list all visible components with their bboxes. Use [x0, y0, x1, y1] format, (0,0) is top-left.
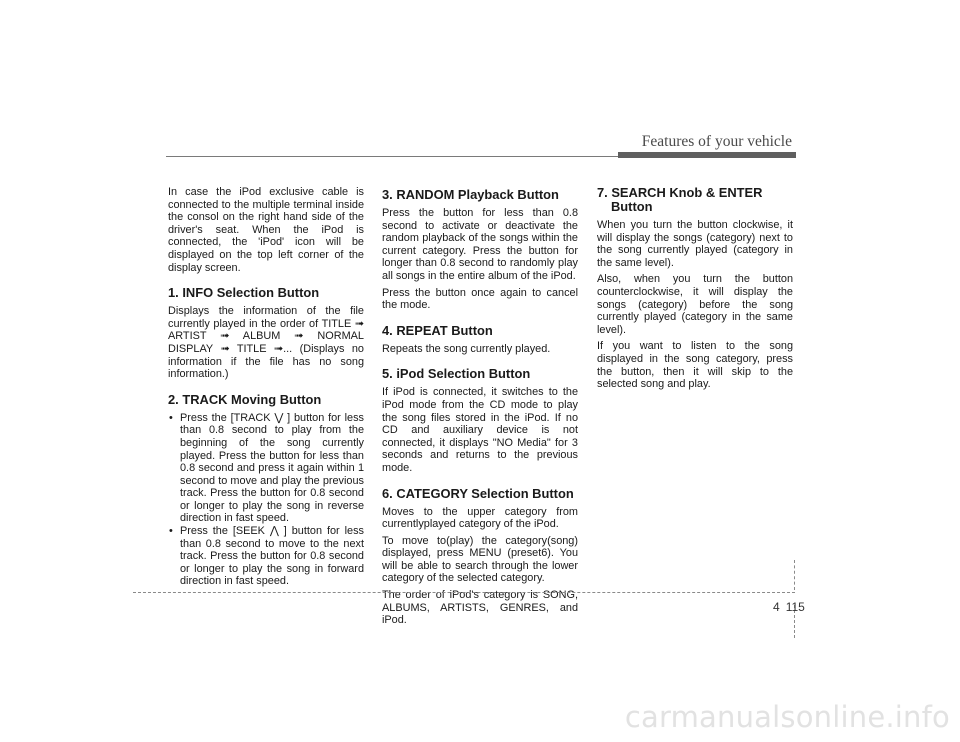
heading-category-button: 6. CATEGORY Selection Button: [382, 485, 574, 501]
heading-ipod-button: 5. iPod Selection Button: [382, 366, 531, 382]
column-right: [597, 186, 793, 395]
column-left: [168, 186, 364, 588]
repeat-button-description: Repeats the song currently played.: [382, 342, 551, 355]
page-number: [773, 600, 805, 614]
category-button-navigation: To move to(play) the category(song) displayed, press MENU (preset6). You will be able to search through the lower category of the selected category.: [382, 534, 578, 585]
column-middle: [382, 186, 578, 631]
heading-random-button: 3. RANDOM Playback Button: [382, 187, 559, 202]
list-item: • Press the [TRACK ⋁ ] button for less than 0.8 second to play from the beginning of the song currently played. Press the button for less than 0.8 second and press it again within 1 second to move and play the previous track. Press the button for 0.8 second or longer to play the song in reverse direction in fast speed.: [168, 412, 364, 525]
category-button-order: The order of iPod's category is SONG, ALBUMS, ARTISTS, GENRES, and iPod.: [382, 589, 578, 627]
heading-info-button: 1. INFO Selection Button: [168, 285, 320, 301]
section-header-title: Features of your vehicle: [641, 133, 792, 150]
intro-paragraph: In case the iPod exclusive cable is connected to the multiple terminal inside the consol on the right hand side of the driver's seat. When the iPod is connected, the 'iPod' icon will be displayed on the top left corner of the display screen.: [168, 186, 364, 274]
page-index: 115: [785, 600, 805, 614]
heading-track-button: 2. TRACK Moving Button: [168, 391, 322, 407]
info-button-description: Displays the information of the file currently played in the order of TITLE ➟ ARTIST ➟ ALBUM ➟ NORMAL DISPLAY ➟ TITLE ➟... (Displays no information if the file has no song information.): [168, 305, 364, 381]
random-button-description: Press the button for less than 0.8 second to activate or deactivate the random playback of the songs within the current category. Press the button for longer than 0.8 second to randomly play all songs in the entire album of the iPod.: [382, 207, 578, 282]
search-knob-clockwise: When you turn the button clockwise, it will display the songs (category) next to the song currently played (category in the same level).: [597, 219, 793, 269]
search-knob-counterclockwise: Also, when you turn the button counterclockwise, it will display the songs (category) before the song currently played (category in the same level).: [597, 273, 793, 336]
footer-dashed-rule: [133, 592, 795, 593]
heading-search-knob: 7. SEARCH Knob & ENTER Button: [597, 185, 763, 214]
page-marker-line-top: [794, 560, 795, 590]
chapter-number: 4: [773, 600, 780, 614]
track-button-list: [168, 412, 364, 588]
watermark: carmanualsonline.info: [624, 700, 950, 734]
category-button-description: Moves to the upper category from currentlyplayed category of the iPod.: [382, 505, 578, 531]
search-knob-select: If you want to listen to the song displayed in the song category, press the button, then it will skip to the selected song and play.: [597, 340, 793, 391]
heading-repeat-button: 4. REPEAT Button: [382, 322, 493, 338]
ipod-button-description: If iPod is connected, it switches to the iPod mode from the CD mode to play the song files stored in the iPod. If no CD and auxiliary device is not connected, it displays "NO Media" for 3 seconds and returns to the previous mode.: [382, 386, 578, 474]
random-button-cancel-note: Press the button once again to cancel the mode.: [382, 286, 578, 312]
list-item: • Press the [SEEK ⋀ ] button for less than 0.8 second to move to the next track. Press the button for 0.8 second or longer to play the song in forward direction in fast speed.: [168, 525, 364, 588]
header-rule-accent: [618, 152, 796, 158]
